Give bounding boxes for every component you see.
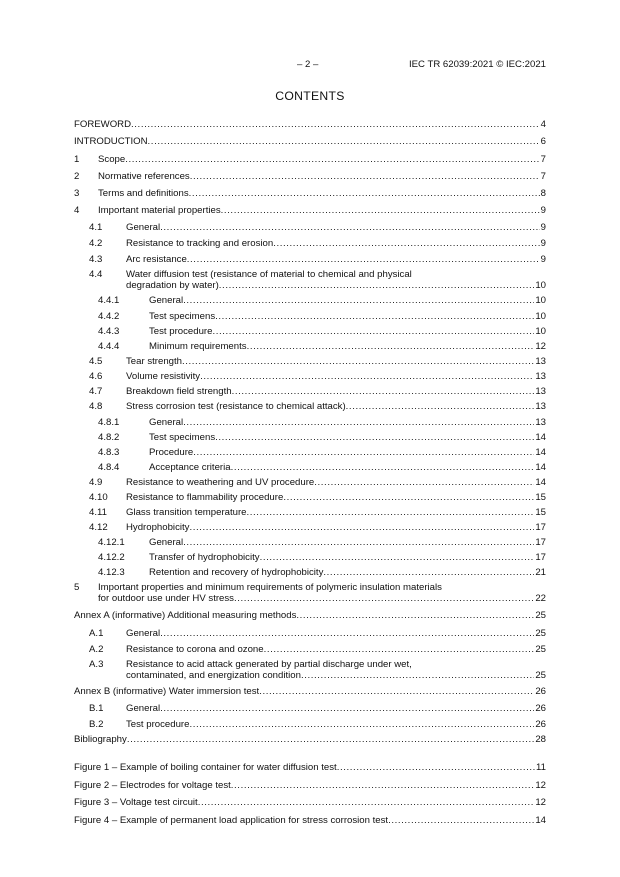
entry-page-number[interactable]: 13 <box>535 356 546 367</box>
dot-leader <box>231 462 535 473</box>
entry-title[interactable]: General <box>149 417 184 428</box>
entry-title[interactable]: Test procedure <box>126 719 190 730</box>
toc-entry[interactable] <box>74 269 546 291</box>
toc-entry[interactable] <box>74 462 546 473</box>
dot-leader <box>189 522 534 533</box>
toc-entry[interactable] <box>74 341 546 352</box>
entry-title[interactable]: for outdoor use under HV stress <box>98 593 234 604</box>
entry-page-number[interactable]: 17 <box>535 552 546 563</box>
entry-title[interactable]: Acceptance criteria <box>149 462 231 473</box>
entry-number: 4.8.1 <box>98 417 120 428</box>
entry-title[interactable]: General <box>126 222 161 233</box>
toc-entry[interactable] <box>74 686 546 697</box>
dot-leader <box>337 762 535 773</box>
entry-page-number[interactable]: 26 <box>535 686 546 697</box>
contents-title: CONTENTS <box>275 89 345 103</box>
entry-page-number[interactable]: 6 <box>540 136 546 147</box>
entry-title[interactable]: INTRODUCTION <box>74 136 148 147</box>
entry-number: 4.12 <box>89 522 108 533</box>
entry-number: 4.12.2 <box>98 552 125 563</box>
entry-page-number[interactable]: 13 <box>535 401 546 412</box>
entry-page-number[interactable]: 10 <box>535 326 546 337</box>
entry-title[interactable]: Terms and definitions <box>98 188 189 199</box>
dot-leader <box>215 432 534 443</box>
entry-page-number[interactable]: 28 <box>535 734 546 745</box>
toc-entry[interactable] <box>74 610 546 621</box>
entry-page-number[interactable]: 10 <box>535 311 546 322</box>
entry-title[interactable]: Resistance to weathering and UV procedure <box>126 477 315 488</box>
entry-page-number[interactable]: 22 <box>535 593 546 604</box>
entry-title[interactable]: contaminated, and energization condition <box>126 670 301 681</box>
entry-number: 4.12.3 <box>98 567 125 578</box>
toc-entry[interactable] <box>74 492 546 503</box>
entry-page-number[interactable]: 14 <box>535 815 546 826</box>
figure-entry[interactable] <box>74 797 546 808</box>
entry-number: 2 <box>74 171 80 182</box>
entry-page-number[interactable]: 14 <box>535 477 546 488</box>
entry-number: 4.12.1 <box>98 537 125 548</box>
entry-title[interactable]: Retention and recovery of hydrophobicity <box>149 567 324 578</box>
entry-number: 5 <box>74 582 80 593</box>
entry-number: 4.5 <box>89 356 103 367</box>
dot-leader <box>160 703 534 714</box>
entry-title[interactable]: Scope <box>98 154 126 165</box>
entry-number: 4.3 <box>89 254 103 265</box>
entry-title[interactable]: Important material properties <box>98 205 221 216</box>
entry-title[interactable]: Normative references <box>98 171 190 182</box>
entry-title[interactable]: General <box>149 537 184 548</box>
dot-leader <box>247 507 535 518</box>
entry-title[interactable]: Water diffusion test (resistance of material to chemical and physical <box>126 269 412 280</box>
entry-title[interactable]: Annex B (informative) Water immersion test <box>74 686 260 697</box>
entry-number: 4.8.3 <box>98 447 120 458</box>
dot-leader <box>160 628 534 639</box>
entry-title[interactable]: Test specimens <box>149 432 216 443</box>
toc-entry[interactable] <box>74 447 546 458</box>
entry-page-number[interactable]: 14 <box>535 432 546 443</box>
standard-reference: IEC TR 62039:2021 © IEC:2021 <box>408 59 546 70</box>
entry-number: A.2 <box>89 644 104 655</box>
dot-leader <box>183 295 534 306</box>
entry-page-number[interactable]: 26 <box>535 703 546 714</box>
entry-number: 4.9 <box>89 477 103 488</box>
entry-page-number[interactable]: 14 <box>535 462 546 473</box>
entry-title[interactable]: Resistance to flammability procedure <box>126 492 284 503</box>
dot-leader <box>189 188 540 199</box>
figure-entry[interactable] <box>74 762 546 773</box>
entry-page-number[interactable]: 14 <box>535 447 546 458</box>
entry-number: 4.4.4 <box>98 341 120 352</box>
toc-entry[interactable] <box>74 401 546 412</box>
toc-entry[interactable] <box>74 356 546 367</box>
entry-page-number[interactable]: 7 <box>540 171 546 182</box>
entry-number: B.1 <box>89 703 104 714</box>
entry-number: 4.7 <box>89 386 103 397</box>
toc-entry[interactable] <box>74 171 546 182</box>
dot-leader <box>231 780 535 791</box>
entry-title[interactable]: degradation by water) <box>126 280 219 291</box>
toc-entry[interactable] <box>74 582 546 604</box>
entry-number: 1 <box>74 154 80 165</box>
toc-entry[interactable] <box>74 154 546 165</box>
entry-title[interactable]: Resistance to acid attack generated by partial discharge under wet, <box>126 659 412 670</box>
entry-number: 4.2 <box>89 238 103 249</box>
entry-title[interactable]: Test specimens <box>149 311 216 322</box>
entry-page-number[interactable]: 10 <box>535 280 546 291</box>
entry-title[interactable]: Stress corrosion test (resistance to chemical attack) <box>126 401 346 412</box>
entry-title[interactable]: Transfer of hydrophobicity <box>149 552 260 563</box>
entry-number: 4 <box>74 205 80 216</box>
dot-leader <box>273 238 539 249</box>
entry-title[interactable]: Arc resistance <box>126 254 187 265</box>
dot-leader <box>190 171 540 182</box>
entry-page-number[interactable]: 12 <box>535 341 546 352</box>
toc-entry[interactable] <box>74 703 546 714</box>
entry-title[interactable]: Volume resistivity <box>126 371 201 382</box>
entry-page-number[interactable]: 13 <box>535 371 546 382</box>
entry-title[interactable]: Breakdown field strength <box>126 386 232 397</box>
dot-leader <box>193 447 534 458</box>
entry-number: 4.11 <box>89 507 107 518</box>
entry-title[interactable]: General <box>126 628 161 639</box>
dot-leader <box>314 477 534 488</box>
toc-entry[interactable] <box>74 552 546 563</box>
toc-entry[interactable] <box>74 417 546 428</box>
entry-number: B.2 <box>89 719 104 730</box>
entry-page-number[interactable]: 15 <box>535 507 546 518</box>
entry-page-number[interactable]: 17 <box>535 522 546 533</box>
entry-page-number[interactable]: 15 <box>535 492 546 503</box>
dot-leader <box>388 815 534 826</box>
entry-title[interactable]: Test procedure <box>149 326 213 337</box>
entry-title[interactable]: Figure 4 – Example of permanent load application for stress corrosion test <box>74 815 389 826</box>
entry-title[interactable]: Figure 3 – Voltage test circuit <box>74 797 198 808</box>
entry-title[interactable]: Tear strength <box>126 356 182 367</box>
entry-number: A.1 <box>89 628 104 639</box>
dot-leader <box>260 552 535 563</box>
toc-entry[interactable] <box>74 326 546 337</box>
entry-page-number[interactable]: 25 <box>535 610 546 621</box>
dot-leader <box>234 593 534 604</box>
dot-leader <box>148 136 540 147</box>
entry-title[interactable]: Hydrophobicity <box>126 522 190 533</box>
toc-entry[interactable] <box>74 628 546 639</box>
entry-title[interactable]: General <box>149 295 184 306</box>
entry-title[interactable]: Resistance to tracking and erosion <box>126 238 274 249</box>
dot-leader <box>198 797 535 808</box>
dot-leader <box>182 356 534 367</box>
dot-leader <box>346 401 535 412</box>
entry-page-number[interactable]: 4 <box>540 119 546 130</box>
dot-leader <box>183 537 534 548</box>
entry-page-number[interactable]: 10 <box>535 295 546 306</box>
toc-entry[interactable] <box>74 254 546 265</box>
dot-leader <box>259 686 534 697</box>
entry-number: 4.8.2 <box>98 432 120 443</box>
entry-number: 4.4.1 <box>98 295 120 306</box>
entry-page-number[interactable]: 21 <box>535 567 546 578</box>
entry-page-number[interactable]: 11 <box>536 762 546 773</box>
toc-entry[interactable] <box>74 311 546 322</box>
entry-page-number[interactable]: 9 <box>540 238 546 249</box>
entry-number: 4.1 <box>89 222 103 233</box>
toc-entry[interactable] <box>74 719 546 730</box>
figure-entry[interactable] <box>74 815 546 826</box>
entry-page-number[interactable]: 9 <box>540 254 546 265</box>
dot-leader <box>301 670 534 681</box>
toc-entry[interactable] <box>74 136 546 147</box>
dot-leader <box>183 417 534 428</box>
dot-leader <box>189 719 534 730</box>
dot-leader <box>215 311 534 322</box>
dot-leader <box>323 567 534 578</box>
dot-leader <box>247 341 535 352</box>
entry-title[interactable]: Minimum requirements <box>149 341 247 352</box>
entry-page-number[interactable]: 25 <box>535 670 546 681</box>
toc-entry[interactable] <box>74 371 546 382</box>
entry-title[interactable]: Procedure <box>149 447 194 458</box>
toc-entry[interactable] <box>74 205 546 216</box>
entry-title[interactable]: Figure 2 – Electrodes for voltage test <box>74 780 231 791</box>
dot-leader <box>160 222 540 233</box>
dot-leader <box>264 644 535 655</box>
dot-leader <box>131 119 540 130</box>
entry-number: 3 <box>74 188 80 199</box>
dot-leader <box>296 610 534 621</box>
toc-entry[interactable] <box>74 522 546 533</box>
entry-page-number[interactable]: 26 <box>535 719 546 730</box>
entry-title[interactable]: Glass transition temperature <box>126 507 247 518</box>
entry-page-number[interactable]: 17 <box>535 537 546 548</box>
dot-leader <box>200 371 534 382</box>
entry-number: 4.8 <box>89 401 103 412</box>
toc-entry[interactable] <box>74 222 546 233</box>
toc-entry[interactable] <box>74 432 546 443</box>
toc-entry[interactable] <box>74 386 546 397</box>
dot-leader <box>212 326 534 337</box>
toc-entry[interactable] <box>74 659 546 681</box>
entry-title[interactable]: Important properties and minimum requirements of polymeric insulation materials <box>98 582 442 593</box>
entry-number: 4.4.2 <box>98 311 120 322</box>
entry-number: A.3 <box>89 659 104 670</box>
entry-page-number[interactable]: 13 <box>535 386 546 397</box>
toc-entry[interactable] <box>74 188 546 199</box>
entry-page-number[interactable]: 9 <box>540 205 546 216</box>
entry-page-number[interactable]: 12 <box>535 797 546 808</box>
dot-leader <box>125 154 539 165</box>
toc-entry[interactable] <box>74 567 546 578</box>
entry-page-number[interactable]: 7 <box>540 154 546 165</box>
dot-leader <box>232 386 535 397</box>
entry-page-number[interactable]: 9 <box>540 222 546 233</box>
toc-entry[interactable] <box>74 537 546 548</box>
entry-number: 4.6 <box>89 371 103 382</box>
dot-leader <box>127 734 535 745</box>
toc-entry[interactable] <box>74 238 546 249</box>
entry-title[interactable]: Resistance to corona and ozone <box>126 644 264 655</box>
entry-title[interactable]: Annex A (informative) Additional measuring methods <box>74 610 297 621</box>
dot-leader <box>283 492 534 503</box>
entry-number: 4.10 <box>89 492 108 503</box>
toc-entry[interactable] <box>74 295 546 306</box>
toc-entry[interactable] <box>74 119 546 130</box>
entry-number: 4.8.4 <box>98 462 120 473</box>
entry-title[interactable]: Figure 1 – Example of boiling container for water diffusion test <box>74 762 337 773</box>
toc-entry[interactable] <box>74 734 546 745</box>
dot-leader <box>187 254 540 265</box>
entry-page-number[interactable]: 13 <box>535 417 546 428</box>
entry-page-number[interactable]: 8 <box>540 188 546 199</box>
page-number: – 2 – <box>297 59 319 70</box>
dot-leader <box>219 280 535 291</box>
entry-page-number[interactable]: 25 <box>535 628 546 639</box>
entry-number: 4.4 <box>89 269 103 280</box>
toc-entry[interactable] <box>74 507 546 518</box>
figure-entry[interactable] <box>74 780 546 791</box>
entry-title[interactable]: FOREWORD <box>74 119 132 130</box>
entry-title[interactable]: General <box>126 703 161 714</box>
toc-entry[interactable] <box>74 644 546 655</box>
toc-entry[interactable] <box>74 477 546 488</box>
entry-number: 4.4.3 <box>98 326 120 337</box>
entry-page-number[interactable]: 12 <box>535 780 546 791</box>
entry-page-number[interactable]: 25 <box>535 644 546 655</box>
dot-leader <box>221 205 540 216</box>
entry-title[interactable]: Bibliography <box>74 734 127 745</box>
